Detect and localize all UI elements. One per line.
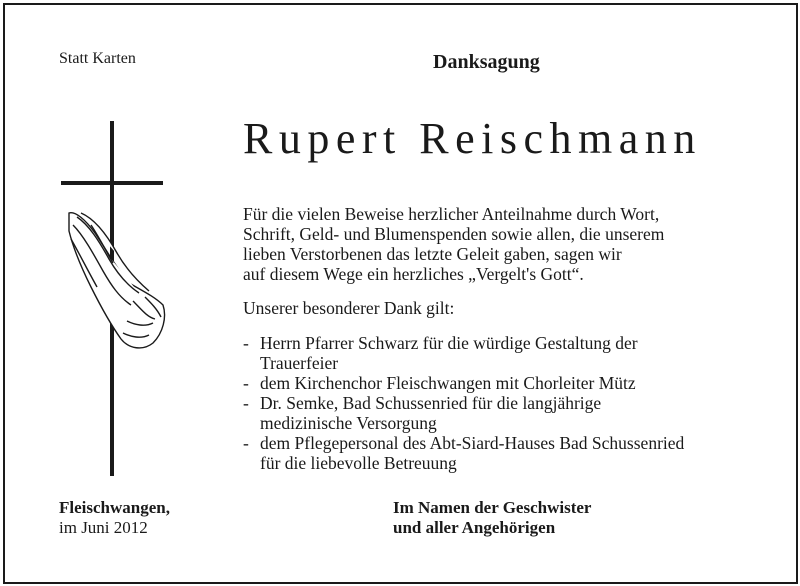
list-item-line: medizinische Versorgung [260, 413, 437, 433]
notice-title: Danksagung [433, 51, 540, 73]
signature-line-2: und aller Angehörigen [393, 518, 556, 537]
thanks-list [243, 333, 684, 473]
special-thanks-heading: Unserer besonderer Dank gilt: [243, 298, 455, 318]
place-text: Fleischwangen, [59, 498, 170, 517]
intro-text [243, 204, 664, 284]
intro-line: Schrift, Geld- und Blumenspenden sowie allen, die unserem [243, 224, 665, 244]
intro-line: Für die vielen Beweise herzlicher Anteilnahme durch Wort, [243, 204, 660, 224]
statt-karten-label: Statt Karten [59, 50, 136, 67]
list-item-line: Trauerfeier [260, 353, 339, 373]
obituary-card [3, 3, 798, 584]
list-item-line: Dr. Semke, Bad Schussenried für die langjährige [260, 393, 602, 413]
list-item [243, 433, 684, 473]
list-dash: - [243, 393, 249, 413]
signature-line-1: Im Namen der Geschwister [393, 498, 592, 517]
list-item [243, 393, 684, 433]
intro-line: lieben Verstorbenen das letzte Geleit gaben, sagen wir [243, 244, 622, 264]
praying-hands-icon [69, 213, 165, 348]
list-dash: - [243, 373, 249, 393]
list-item [243, 333, 684, 373]
list-dash: - [243, 333, 249, 353]
list-item [243, 373, 684, 393]
list-item-line: dem Pflegepersonal des Abt-Siard-Hauses Bad Schussenried [260, 433, 685, 453]
list-item-line: dem Kirchenchor Fleischwangen mit Chorleiter Mütz [260, 373, 636, 393]
list-item-line: für die liebevolle Betreuung [260, 453, 457, 473]
date-text: im Juni 2012 [59, 518, 148, 537]
cross-icon [55, 121, 171, 481]
intro-line: auf diesem Wege ein herzliches „Vergelt's Gott“. [243, 264, 584, 284]
list-dash: - [243, 433, 249, 453]
deceased-name: Rupert Reischmann [243, 114, 702, 163]
list-item-line: Herrn Pfarrer Schwarz für die würdige Gestaltung der [260, 333, 638, 353]
